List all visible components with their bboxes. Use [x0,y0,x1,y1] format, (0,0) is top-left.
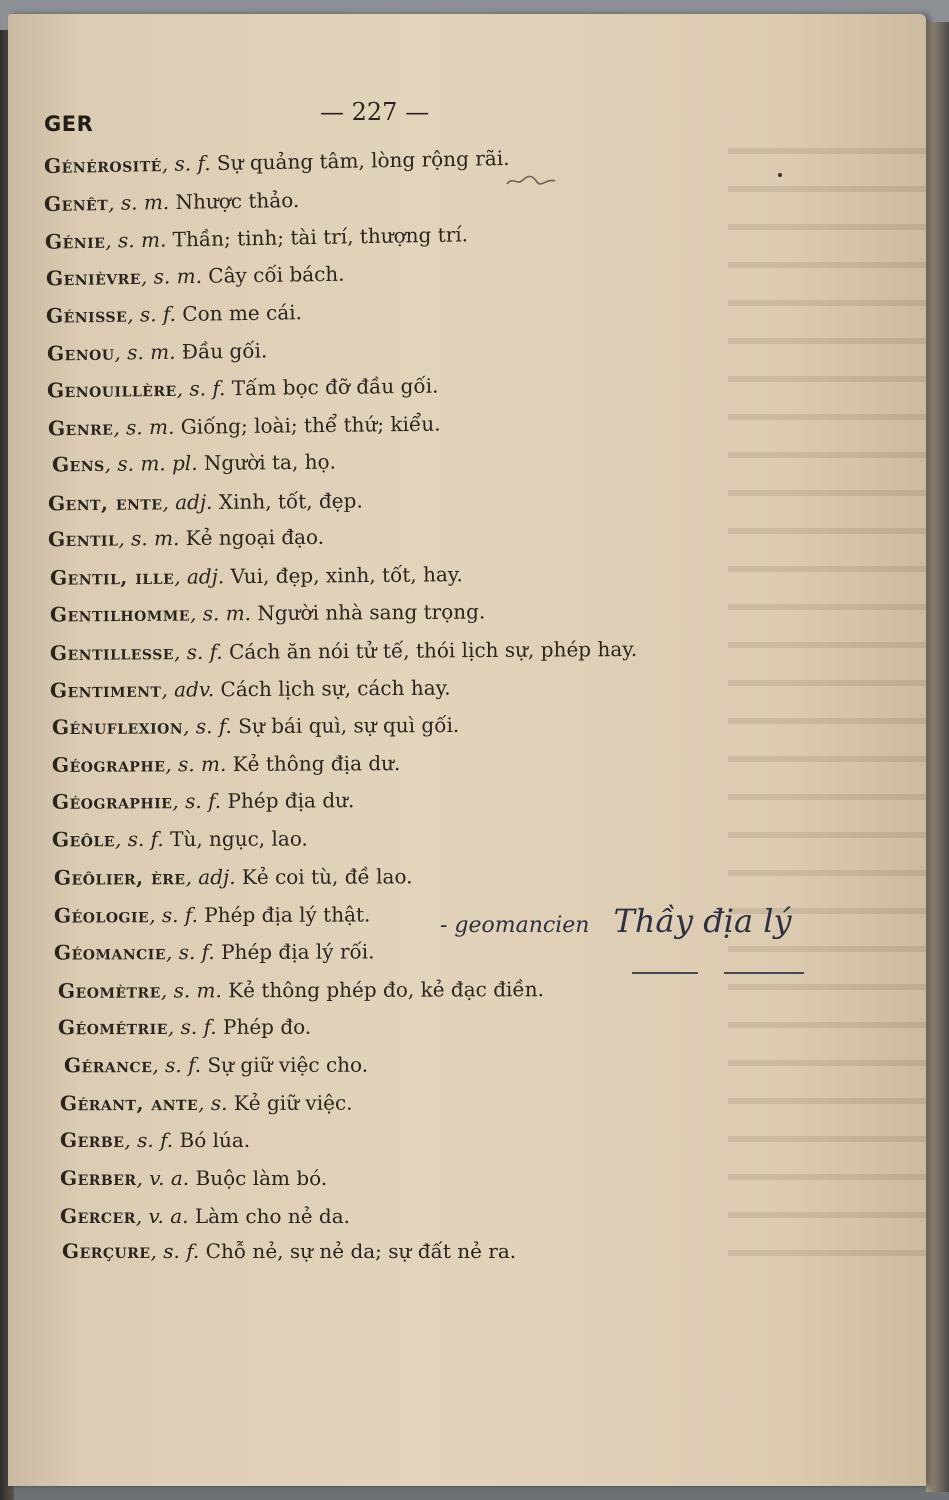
entry-headword: Genre [47,415,114,441]
entry-grammar: , adv. [161,677,215,702]
entry-definition: Thần; tinh; tài trí, thượng trí. [166,222,469,252]
entry-headword: Générosité [43,152,163,179]
entry-24 [63,1052,369,1078]
entry-headword: Gerbe [60,1128,125,1152]
entry-definition: Con me cái. [175,300,303,326]
entry-definition: Cây cối bách. [201,261,345,288]
entry-grammar: , s. f. [167,1014,217,1040]
entry-headword: Genièvre [45,264,142,291]
running-header: GER [44,112,94,136]
entry-grammar: , s. f. [161,151,211,177]
entry-grammar: , s. f. [149,903,198,928]
entry-9 [47,488,363,516]
entry-11 [50,564,463,588]
entry-5 [46,338,268,366]
entry-definition: Vui, đẹp, xinh, tốt, hay. [224,562,463,589]
entry-headword: Gerber [60,1166,137,1190]
entry-headword: Génie [44,228,106,254]
entry-definition: Kẻ giữ việc. [227,1090,353,1115]
entry-grammar: , s. m. pl. [104,450,198,476]
entry-3 [45,261,345,291]
entry-headword: Genou [46,340,115,366]
entry-17 [52,790,354,812]
entry-grammar: , s. m. [189,601,252,626]
entry-8 [51,449,337,477]
entry-definition: Làm cho nẻ da. [188,1204,351,1228]
entry-13 [49,636,638,666]
entry-definition: Xinh, tốt, đẹp. [212,488,363,514]
entry-grammar: , s. [198,1090,228,1116]
entry-4 [46,302,302,326]
handwritten-annotation [440,902,792,940]
entry-definition: Kẻ coi tù, đề lao. [235,864,413,889]
entry-grammar: , adj. [185,864,236,890]
entry-headword: Géologie [53,903,150,928]
annotation-french: - geomancien [440,913,590,938]
entry-grammar: , s. f. [114,827,164,852]
entry-headword: Génisse [45,302,128,328]
entry-headword: Gentillesse [49,640,175,666]
entry-definition: Người ta, họ. [197,449,337,475]
entry-headword: Gerçure [62,1239,151,1263]
entry-definition: Cách lịch sự, cách hay. [214,675,451,702]
entry-29 [62,1241,516,1261]
entry-headword: Géographe [51,752,166,777]
entry-grammar: , s. f. [176,376,226,401]
entry-grammar: , s. f. [173,639,223,665]
entry-definition: Phép địa lý rối. [214,939,375,964]
entry-grammar: , v. a. [136,1166,190,1190]
entry-headword: Genouillère [46,376,177,403]
entry-headword: Gercer [60,1204,136,1228]
entry-headword: Géographie [51,789,173,814]
entry-headword: Gérant, ante [59,1091,199,1116]
entry-grammar: , s. m. [140,263,203,289]
entry-grammar: , v. a. [135,1204,189,1228]
page-number: — 227 — [320,98,430,126]
annotation-underline [632,972,698,974]
entry-headword: Gent, ente [47,490,163,516]
entry-grammar: , s. m. [118,526,180,551]
entry-headword: Genêt [43,190,109,217]
page-edge [926,22,949,1492]
entry-grammar: , s. f. [183,714,232,739]
entry-headword: Gentil [47,526,119,552]
entry-grammar: , s. f. [152,1053,202,1078]
entry-definition: Phép địa dư. [221,788,355,813]
entry-headword: Geôlier, ère [53,865,186,890]
entry-20 [53,902,371,928]
entry-grammar: , s. f. [127,301,177,327]
entry-headword: Gérance [63,1053,153,1078]
entry-definition: Chỗ nẻ, sự nẻ da; sự đất nẻ ra. [199,1239,517,1263]
entry-22 [58,979,544,1001]
entry-1 [43,187,300,217]
entry-27 [60,1168,327,1188]
entry-15 [51,712,460,740]
entry-25 [59,1090,353,1116]
entry-10 [47,524,325,552]
entry-definition: Buộc làm bó. [189,1166,328,1190]
entry-21 [53,939,375,965]
entry-definition: Phép đo. [216,1014,312,1039]
entry-definition: Nhược thảo. [168,187,300,215]
entry-26 [60,1130,250,1150]
entry-headword: Geôle [51,827,116,852]
entry-headword: Géométrie [57,1015,168,1040]
entry-grammar: , s. f. [124,1128,174,1152]
entry-headword: Gentiment [49,677,162,703]
entry-definition: Sự giữ việc cho. [201,1052,369,1078]
annotation-underline [724,972,804,974]
entry-12 [49,599,486,627]
entry-definition: Tấm bọc đỡ đầu gối. [225,373,439,401]
entry-definition: Cách ăn nói tử tế, thói lịch sự, phép hay. [222,636,638,664]
entry-grammar: , s. m. [114,339,176,365]
entry-grammar: , s. m. [107,190,170,215]
entry-definition: Người nhà sang trọng. [250,599,486,626]
entry-7 [47,411,441,441]
entry-definition: Đầu gối. [175,338,268,364]
entry-definition: Kẻ ngoại đạo. [179,524,325,551]
bleed-through-text [728,124,928,1274]
entry-14 [49,675,451,703]
entry-definition: Sự quảng tâm, lòng rộng rãi. [210,145,510,176]
entry-28 [60,1206,350,1226]
entry-grammar: , s. m. [160,978,222,1003]
entry-definition: Tù, ngục, lao. [163,826,308,852]
entry-6 [46,373,439,403]
entry-18 [51,826,308,852]
entry-definition: Giống; loài; thể thứ; kiểu. [174,411,441,439]
entry-16 [52,753,400,775]
ink-dot [778,173,782,177]
entry-grammar: , adj. [162,489,213,515]
entry-grammar: , s. m. [165,751,227,777]
entry-definition: Sự bái quì, sự quì gối. [231,712,460,739]
entry-grammar: , s. m. [113,414,175,440]
entry-headword: Génuflexion [51,714,184,740]
entry-23 [57,1014,312,1040]
entry-definition: Phép địa lý thật. [197,902,371,928]
annotation-vietnamese: Thầy địa lý [613,902,792,940]
entry-headword: Geomètre [57,978,161,1003]
entry-grammar: , adj. [174,564,225,589]
entry-definition: Bó lúa. [173,1128,251,1152]
entry-definition: Kẻ thông phép đo, kẻ đạc điền. [221,977,544,1003]
entry-19 [53,864,413,890]
entry-grammar: , s. f. [150,1239,200,1263]
entry-headword: Gentilhomme [49,601,191,627]
entry-headword: Gens [51,451,105,477]
pencil-mark-icon [505,172,557,188]
entry-headword: Géomancie [53,940,167,965]
entry-definition: Kẻ thông địa dư. [226,751,401,776]
entry-headword: Gentil, ille [49,564,175,590]
entry-grammar: , s. f. [165,939,215,965]
entry-grammar: , s. f. [172,788,222,814]
entry-grammar: , s. m. [105,227,167,253]
